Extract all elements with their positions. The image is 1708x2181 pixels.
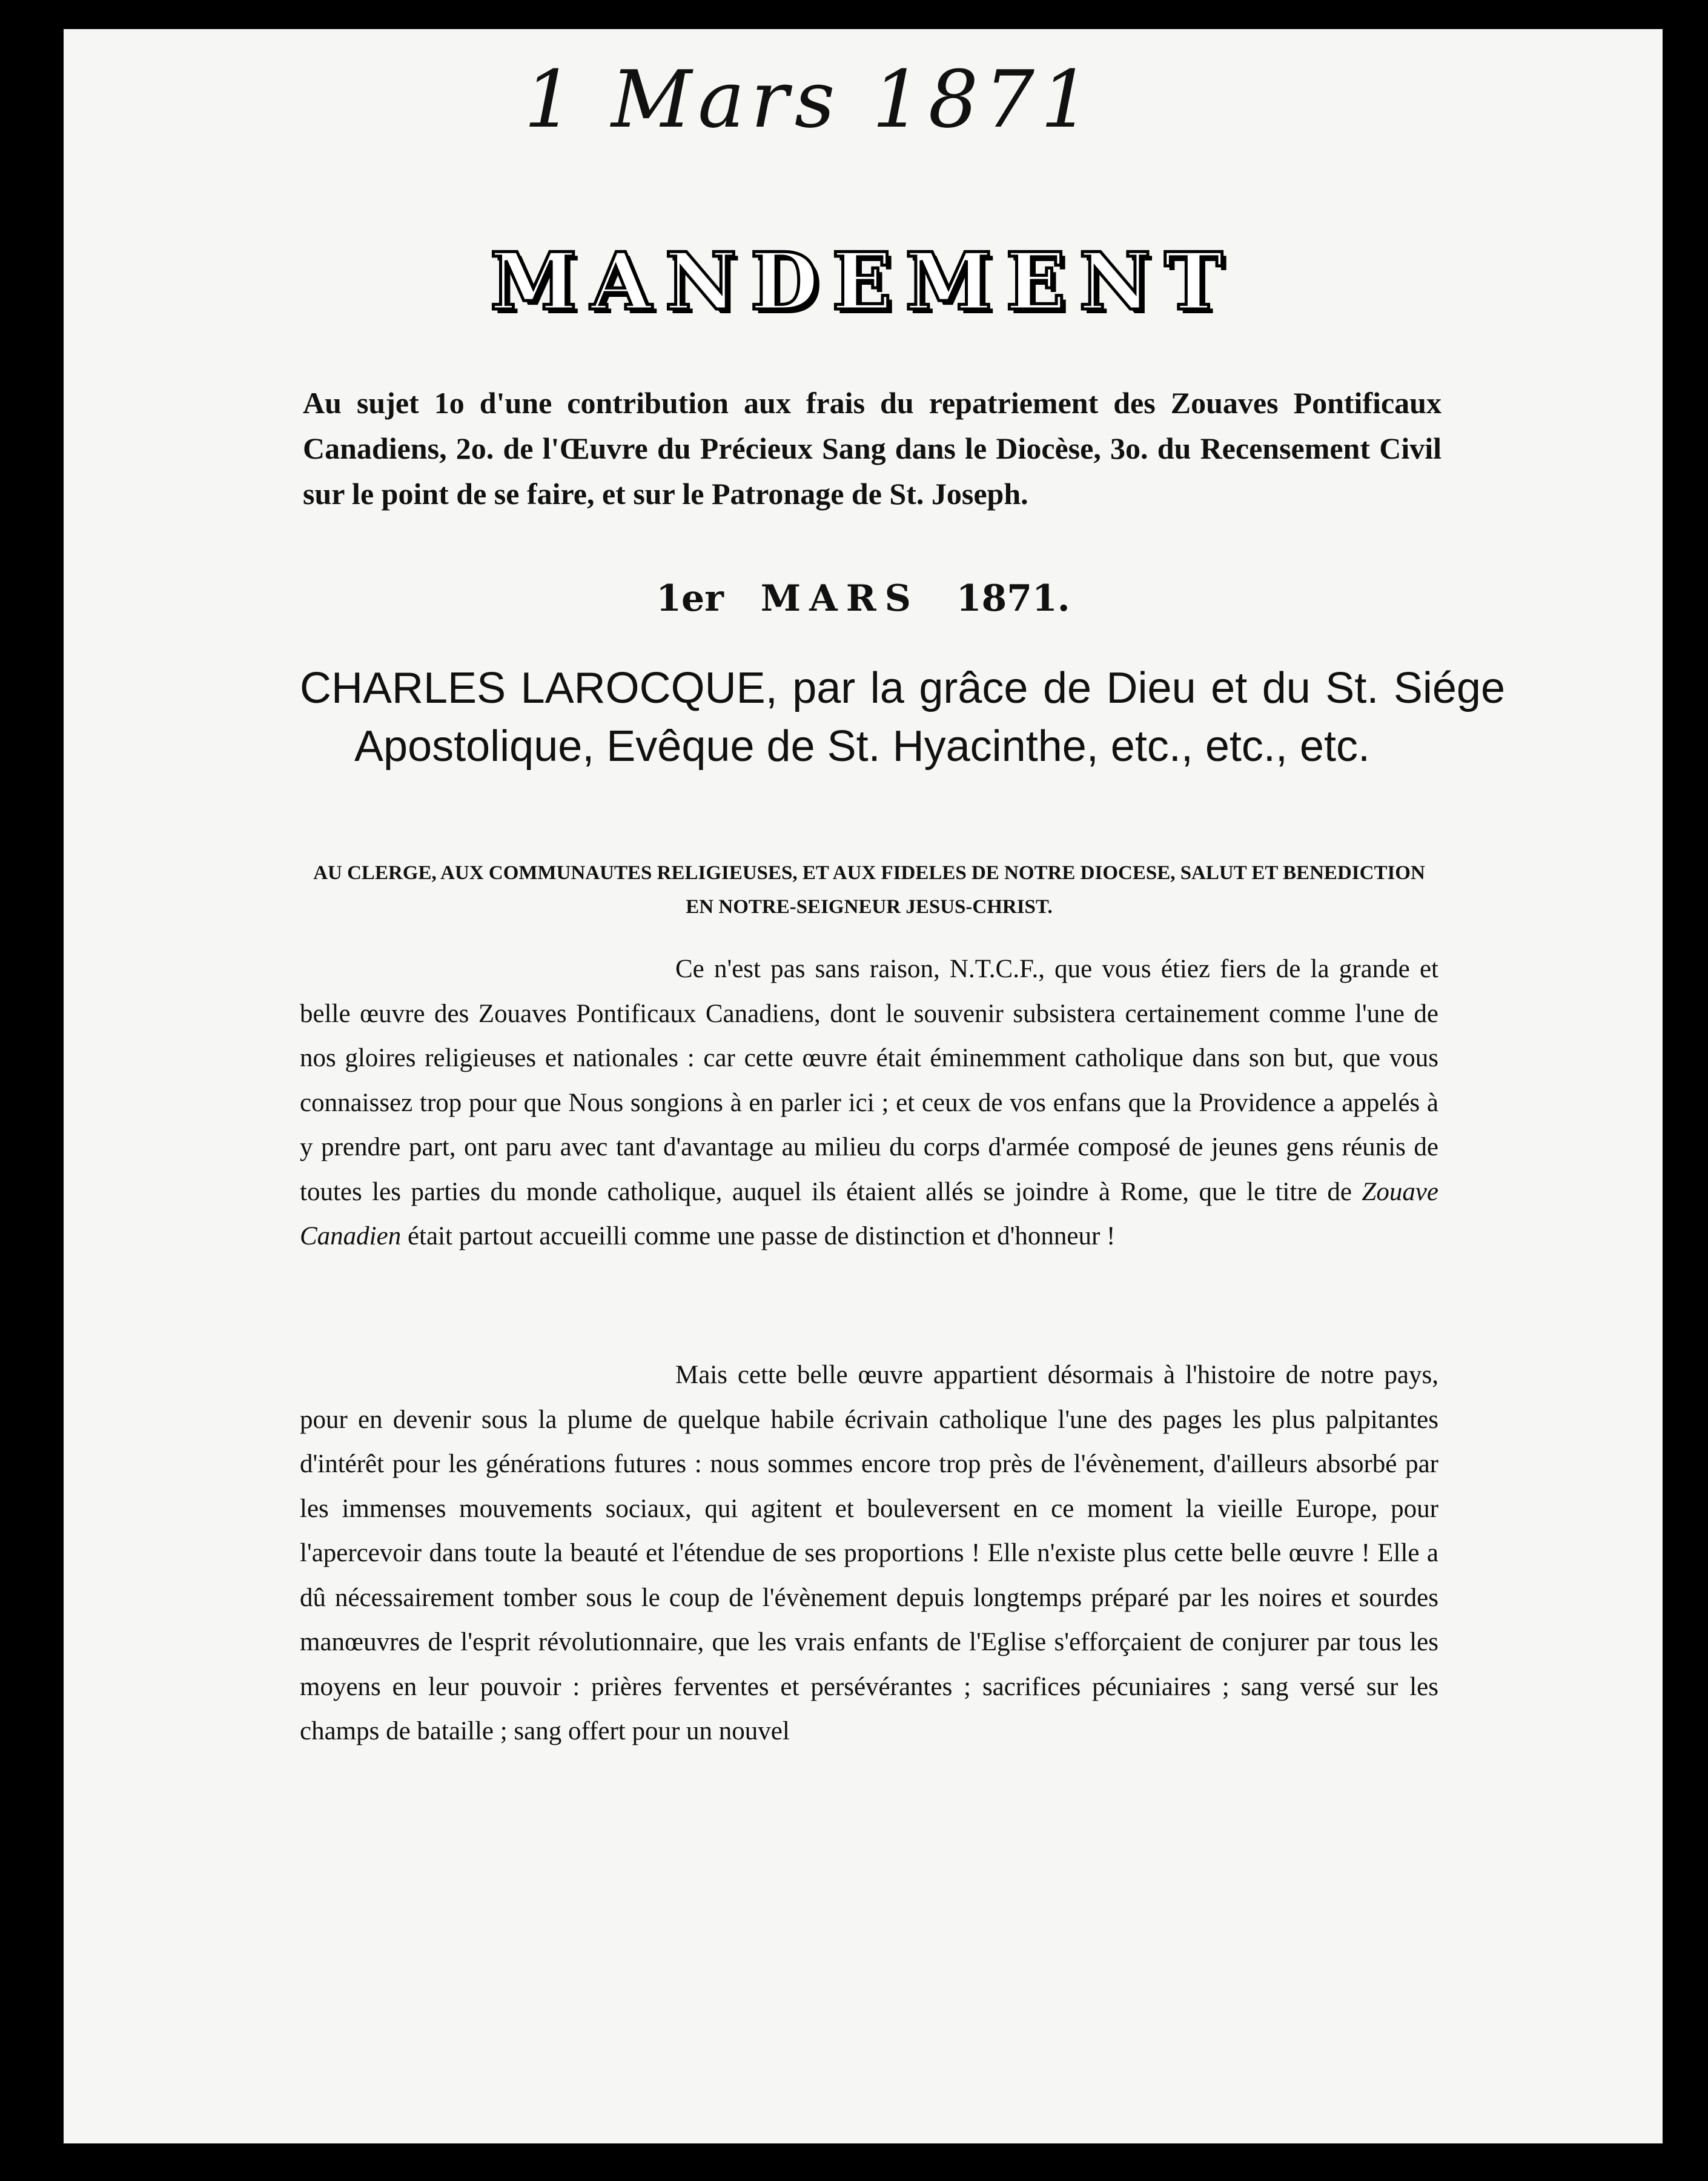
date-month: MARS	[760, 577, 919, 620]
date-day: 1er	[656, 577, 724, 620]
date-year: 1871.	[956, 577, 1070, 620]
handwritten-date: 1 Mars 1871	[524, 53, 1097, 145]
issue-date	[64, 577, 1663, 620]
page-title: MANDEMENT	[490, 235, 1236, 328]
subject-text: Au sujet 1o d'une contribution aux frais du repatriement des Zouaves Pontificaux Canadiens, 2o. de l'Œuvre du Précieux Sang dans le Diocèse, 3o. du Recensement Civil sur le point de se faire, et sur le Patronage de St. Joseph.	[303, 386, 1442, 511]
paragraph-1	[300, 947, 1438, 1259]
bishop-heading: CHARLES LAROCQUE, par la grâce de Dieu et du St. Siége Apostolique, Evêque de St. Hyacinthe, etc., etc., etc.	[300, 664, 1505, 771]
paragraph-1-text: Ce n'est pas sans raison, N.T.C.F., que vous étiez fiers de la grande et belle œuvre des Zouaves Pontificaux Canadiens, dont le souvenir subsistera certainement comme l'une de nos gloires religieuses et nationales : car cette œuvre était éminemment catholique dans son but, que vous connaissez trop pour que Nous songions à en parler ici ; et ceux de vos enfans que la Providence a appelés à y prendre part, ont paru avec tant d'avantage au milieu du corps d'armée composé de jeunes gens réunis de toutes les parties du monde catholique, auquel ils étaient allés se joindre à Rome, que le titre de	[300, 955, 1438, 1206]
paragraph-1-italic: Zouave Canadien	[300, 1177, 1438, 1250]
document-page	[64, 29, 1663, 2143]
paragraph-2-text: Mais cette belle œuvre appartient désormais à l'histoire de notre pays, pour en devenir sous la plume de quelque habile écrivain catholique l'une des pages les plus palpitantes d'intérêt pour les générations futures : nous sommes encore trop près de l'évènement, d'ailleurs absorbé par les immenses mouvements sociaux, qui agitent et bouleversent en ce moment la vieille Europe, pour l'apercevoir dans toute la beauté et l'étendue de ses proportions ! Elle n'existe plus cette belle œuvre ! Elle a dû nécessairement tomber sous le coup de l'évènement depuis longtemps préparé par les noires et sourdes manœuvres de l'esprit révolutionnaire, que les vrais enfants de l'Eglise s'efforçaient de conjurer par tous les moyens en leur pouvoir : prières ferventes et persévérantes ; sacrifices pécuniaires ; sang versé sur les champs de bataille ; sang offert pour un nouvel	[300, 1361, 1438, 1745]
salutation: AU CLERGE, AUX COMMUNAUTES RELIGIEUSES, ET AUX FIDELES DE NOTRE DIOCESE, SALUT ET BENEDICTION EN NOTRE-SEIGNEUR JESUS-CHRIST.	[313, 862, 1425, 918]
paragraph-2	[300, 1353, 1438, 1754]
paragraph-1-text-end: était partout accueilli comme une passe de distinction et d'honneur !	[407, 1222, 1116, 1250]
